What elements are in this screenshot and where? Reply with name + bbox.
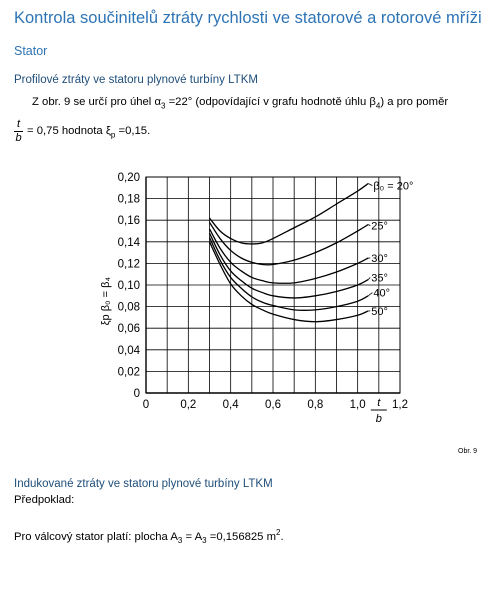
premise-label: Předpoklad: xyxy=(14,494,75,506)
series-curve-1 xyxy=(210,183,369,243)
series-curve-6 xyxy=(210,242,369,322)
fraction-t-over-b xyxy=(14,118,23,145)
series-label-4: 35° xyxy=(371,272,388,285)
fraction-numerator: t xyxy=(16,118,21,130)
y-tick-label: 0,08 xyxy=(117,301,140,314)
series-leader-line-1 xyxy=(368,183,372,185)
y-tick-label: 0,16 xyxy=(117,215,140,228)
series-curve-3 xyxy=(210,229,369,283)
y-tick-label: 0,20 xyxy=(117,172,140,184)
section-heading-stator: Stator xyxy=(14,44,48,58)
paragraph-loss-value: = 0,75 hodnota $\xi_p =0,15$. xyxy=(27,125,151,140)
y-tick-label: 0 xyxy=(133,388,140,400)
y-tick-label: 0,12 xyxy=(117,258,140,271)
x-tick-label: 0,6 xyxy=(265,399,281,411)
series-leader-line-5 xyxy=(368,293,372,296)
series-label-1: β₀ = 20° xyxy=(373,180,414,193)
series-label-2: 25° xyxy=(371,220,388,233)
fraction-denominator: b xyxy=(15,132,22,144)
subsection-heading-profile-losses: Profilové ztráty ve statoru plynové turbíny LTKM xyxy=(14,74,258,86)
y-tick-label: 0,02 xyxy=(117,366,140,379)
x-axis-label-denominator: b xyxy=(375,413,382,425)
y-tick-label: 0,04 xyxy=(117,344,140,357)
y-tick-label: 0,14 xyxy=(117,236,140,249)
series-leader-line-2 xyxy=(368,225,370,226)
series-label-5: 40° xyxy=(373,287,391,300)
y-tick-label: 0,06 xyxy=(117,323,140,336)
subsection-heading-induced-losses: Indukované ztráty ve statoru plynové turbíny LTKM xyxy=(14,478,273,490)
series-curve-2 xyxy=(210,222,369,265)
x-tick-label: 1,2 xyxy=(392,399,408,411)
paragraph-stator-area: Pro válcový stator platí: plocha $A_3 = A_3 =0,156825$ $m^2$. xyxy=(14,528,284,546)
x-tick-label: 0,2 xyxy=(180,399,197,411)
x-axis-label-numerator: t xyxy=(377,397,381,409)
x-tick-label: 0 xyxy=(142,399,150,411)
series-label-3: 30° xyxy=(371,253,388,265)
y-axis-label: ξp β₀ = β₄ xyxy=(100,277,112,326)
x-tick-label: 0,4 xyxy=(222,399,239,411)
page-title: Kontrola součinitelů ztráty rychlosti ve statorové a rotorové mříži xyxy=(14,9,482,27)
y-tick-label: 0,18 xyxy=(117,193,140,206)
series-label-6: 50° xyxy=(371,305,388,318)
paragraph-angle-selection: Z obr. 9 se určí pro úhel $\alpha_3 =22^\circ$ (odpovídající v grafu hodnotě úhlu $\beta_4$) a pro poměr xyxy=(32,96,449,111)
loss-coefficient-chart xyxy=(84,160,414,430)
series-leader-line-4 xyxy=(368,277,370,279)
x-tick-label: 1,0 xyxy=(349,399,366,411)
figure-caption: Obr. 9 xyxy=(458,448,478,455)
y-tick-label: 0,10 xyxy=(117,280,140,292)
x-tick-label: 0,8 xyxy=(307,399,324,411)
